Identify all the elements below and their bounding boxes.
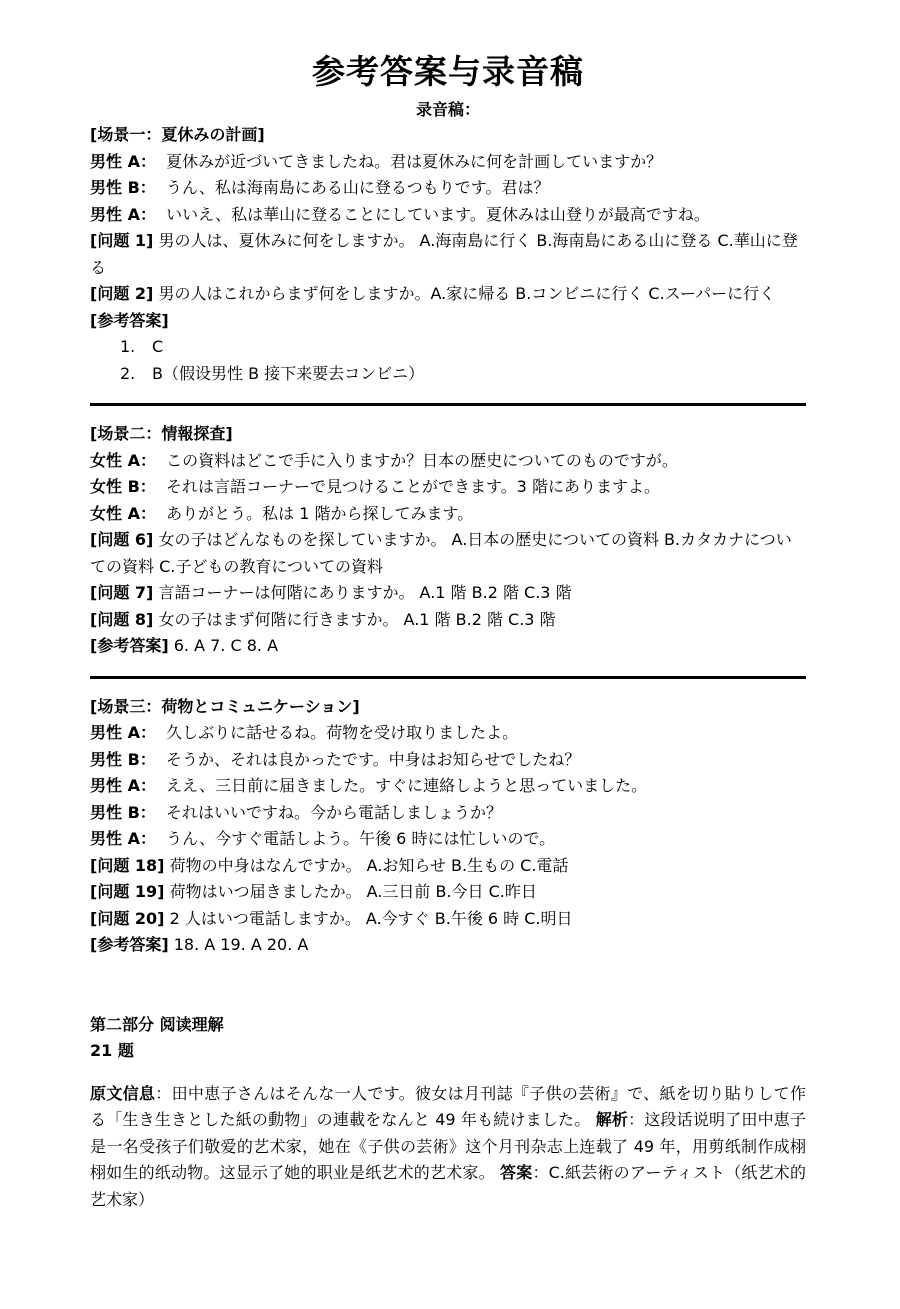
question-line xyxy=(90,853,806,880)
speaker-label: 男性 A： xyxy=(90,776,156,795)
question-text: 女の子はどんなものを探していますか。 A.日本の歴史についての資料 B.カタカナについての資料 C.子どもの教育についての資料 xyxy=(90,530,792,576)
answer-label: 答案 xyxy=(500,1163,533,1182)
question-line xyxy=(90,228,806,281)
question-label: [问题 7] xyxy=(90,583,154,602)
question-text: 男の人は、夏休みに何をしますか。 A.海南島に行く B.海南島にある山に登る C.華山に登る xyxy=(90,231,798,277)
answer-heading: [参考答案] xyxy=(90,636,169,655)
source-text: ：田中恵子さんはそんな一人です。彼女は月刊誌『子供の芸術』で、紙を切り貼りして作る「生き生きとした紙の動物」の連載をなんと 49 年も続けました。 xyxy=(90,1083,806,1129)
document-page xyxy=(90,0,806,1229)
answer-line xyxy=(90,633,806,660)
blank-space xyxy=(90,959,806,1012)
dialogue-text: ありがとう。私は 1 階から探してみます。 xyxy=(166,503,474,523)
dialogue-text: そうか、それは良かったです。中身はお知らせでしたね？ xyxy=(165,749,581,769)
speaker-label: 女性 A： xyxy=(90,450,156,470)
dialogue-line xyxy=(90,474,806,501)
dialogue-text: それはいいですね。今から電話しましょうか？ xyxy=(165,802,502,822)
dialogue-line xyxy=(90,747,806,774)
dialogue-line xyxy=(90,202,806,229)
dialogue-line xyxy=(90,720,806,747)
scene-heading: [场景一：夏休みの計画] xyxy=(90,125,265,144)
dialogue-line xyxy=(90,826,806,853)
question-label: [问题 1] xyxy=(90,231,154,250)
analysis-label: 解析 xyxy=(595,1110,629,1129)
answer-text: C xyxy=(152,337,164,356)
question-text: 男の人はこれからまず何をしますか。A.家に帰る B.コンビニに行く C.スーパーに行く xyxy=(158,284,776,303)
explanation-paragraph xyxy=(90,1081,806,1214)
question-text: 女の子はまず何階に行きますか。 A.1 階 B.2 階 C.3 階 xyxy=(158,609,556,629)
dialogue-text: ええ、三日前に届きました。すぐに連絡しようと思っていました。 xyxy=(166,776,648,795)
answer-heading: [参考答案] xyxy=(90,935,169,954)
speaker-label: 男性 B： xyxy=(90,178,156,197)
source-label: 原文信息 xyxy=(90,1083,156,1103)
question-label: [问题 2] xyxy=(90,284,154,303)
answer-text: ：C.紙芸術のアーティスト（纸艺术的艺术家） xyxy=(90,1163,806,1209)
question-label: [问题 6] xyxy=(90,530,154,549)
answer-line xyxy=(90,932,806,959)
speaker-label: 女性 B： xyxy=(90,477,156,496)
section-divider xyxy=(90,676,806,679)
question-text: 荷物はいつ届きましたか。 A.三日前 B.今日 C.昨日 xyxy=(169,882,537,901)
scene-2 xyxy=(90,421,806,660)
dialogue-text: それは言語コーナーで見つけることができます。3 階にありますよ。 xyxy=(165,477,660,496)
answer-list-item xyxy=(90,361,806,388)
answer-heading: [参考答案] xyxy=(90,310,169,330)
answer-number: 1. xyxy=(120,337,136,356)
dialogue-line xyxy=(90,800,806,827)
answer-list-item xyxy=(90,334,806,361)
answer-text: 18. A 19. A 20. A xyxy=(173,935,309,954)
question-label: [问题 19] xyxy=(90,882,165,901)
question-line xyxy=(90,281,806,308)
dialogue-text: うん、私は海南島にある山に登るつもりです。君は？ xyxy=(165,178,550,197)
speaker-label: 男性 A： xyxy=(90,151,156,171)
answer-text: 6. A 7. C 8. A xyxy=(173,636,279,655)
speaker-label: 女性 A： xyxy=(90,503,156,523)
speaker-label: 男性 A： xyxy=(90,723,156,742)
speaker-label: 男性 A： xyxy=(90,204,156,224)
question-text: 言語コーナーは何階にありますか。 A.1 階 B.2 階 C.3 階 xyxy=(158,583,572,602)
dialogue-line xyxy=(90,175,806,202)
dialogue-text: 久しぶりに話せるね。荷物を受け取りましたよ。 xyxy=(166,723,519,742)
speaker-label: 男性 B： xyxy=(90,802,156,822)
scene-1 xyxy=(90,122,806,387)
question-label: [问题 18] xyxy=(90,855,165,875)
dialogue-line xyxy=(90,448,806,475)
dialogue-text: いいえ、私は華山に登ることにしています。夏休みは山登りが最高ですね。 xyxy=(166,204,710,224)
answer-text: B（假设男性 B 接下来要去コンビニ） xyxy=(152,363,425,383)
question-text: 荷物の中身はなんですか。 A.お知らせ B.生もの C.電話 xyxy=(169,855,569,875)
speaker-label: 男性 B： xyxy=(90,749,156,769)
answer-number: 2. xyxy=(120,363,136,383)
question-number: 21 题 xyxy=(90,1041,134,1060)
page-title: 参考答案与录音稿 xyxy=(312,52,584,91)
question-line xyxy=(90,906,806,933)
dialogue-text: うん、今すぐ電話しよう。午後 6 時には忙しいので。 xyxy=(166,829,556,848)
dialogue-line xyxy=(90,149,806,176)
dialogue-line xyxy=(90,773,806,800)
scene-heading: [场景二：情報探査] xyxy=(90,424,233,443)
question-line xyxy=(90,607,806,634)
question-label: [问题 8] xyxy=(90,609,154,629)
dialogue-line xyxy=(90,501,806,528)
question-label: [问题 20] xyxy=(90,908,165,928)
question-line xyxy=(90,580,806,607)
speaker-label: 男性 A： xyxy=(90,829,156,848)
part-heading: 第二部分 阅读理解 xyxy=(90,1014,224,1034)
scene-3 xyxy=(90,694,806,959)
analysis-text: ：这段话说明了田中恵子是一名受孩子们敬爱的艺术家，她在《子供の芸術》这个月刊杂志上连载了 49 年，用剪纸制作成栩栩如生的纸动物。这显示了她的职业是纸艺术的艺术家。 xyxy=(90,1110,806,1182)
section-subtitle: 录音稿： xyxy=(415,100,480,119)
section-divider xyxy=(90,403,806,406)
dialogue-text: この資料はどこで手に入りますか？日本の歴史についてのものですが。 xyxy=(166,450,678,470)
question-text: 2 人はいつ電話しますか。 A.今すぐ B.午後 6 時 C.明日 xyxy=(169,908,573,928)
part-2-reading xyxy=(90,1012,806,1214)
question-line xyxy=(90,527,806,580)
question-line xyxy=(90,879,806,906)
dialogue-text: 夏休みが近づいてきましたね。君は夏休みに何を計画していますか？ xyxy=(166,151,663,171)
scene-heading: [场景三：荷物とコミュニケーション] xyxy=(90,696,360,716)
